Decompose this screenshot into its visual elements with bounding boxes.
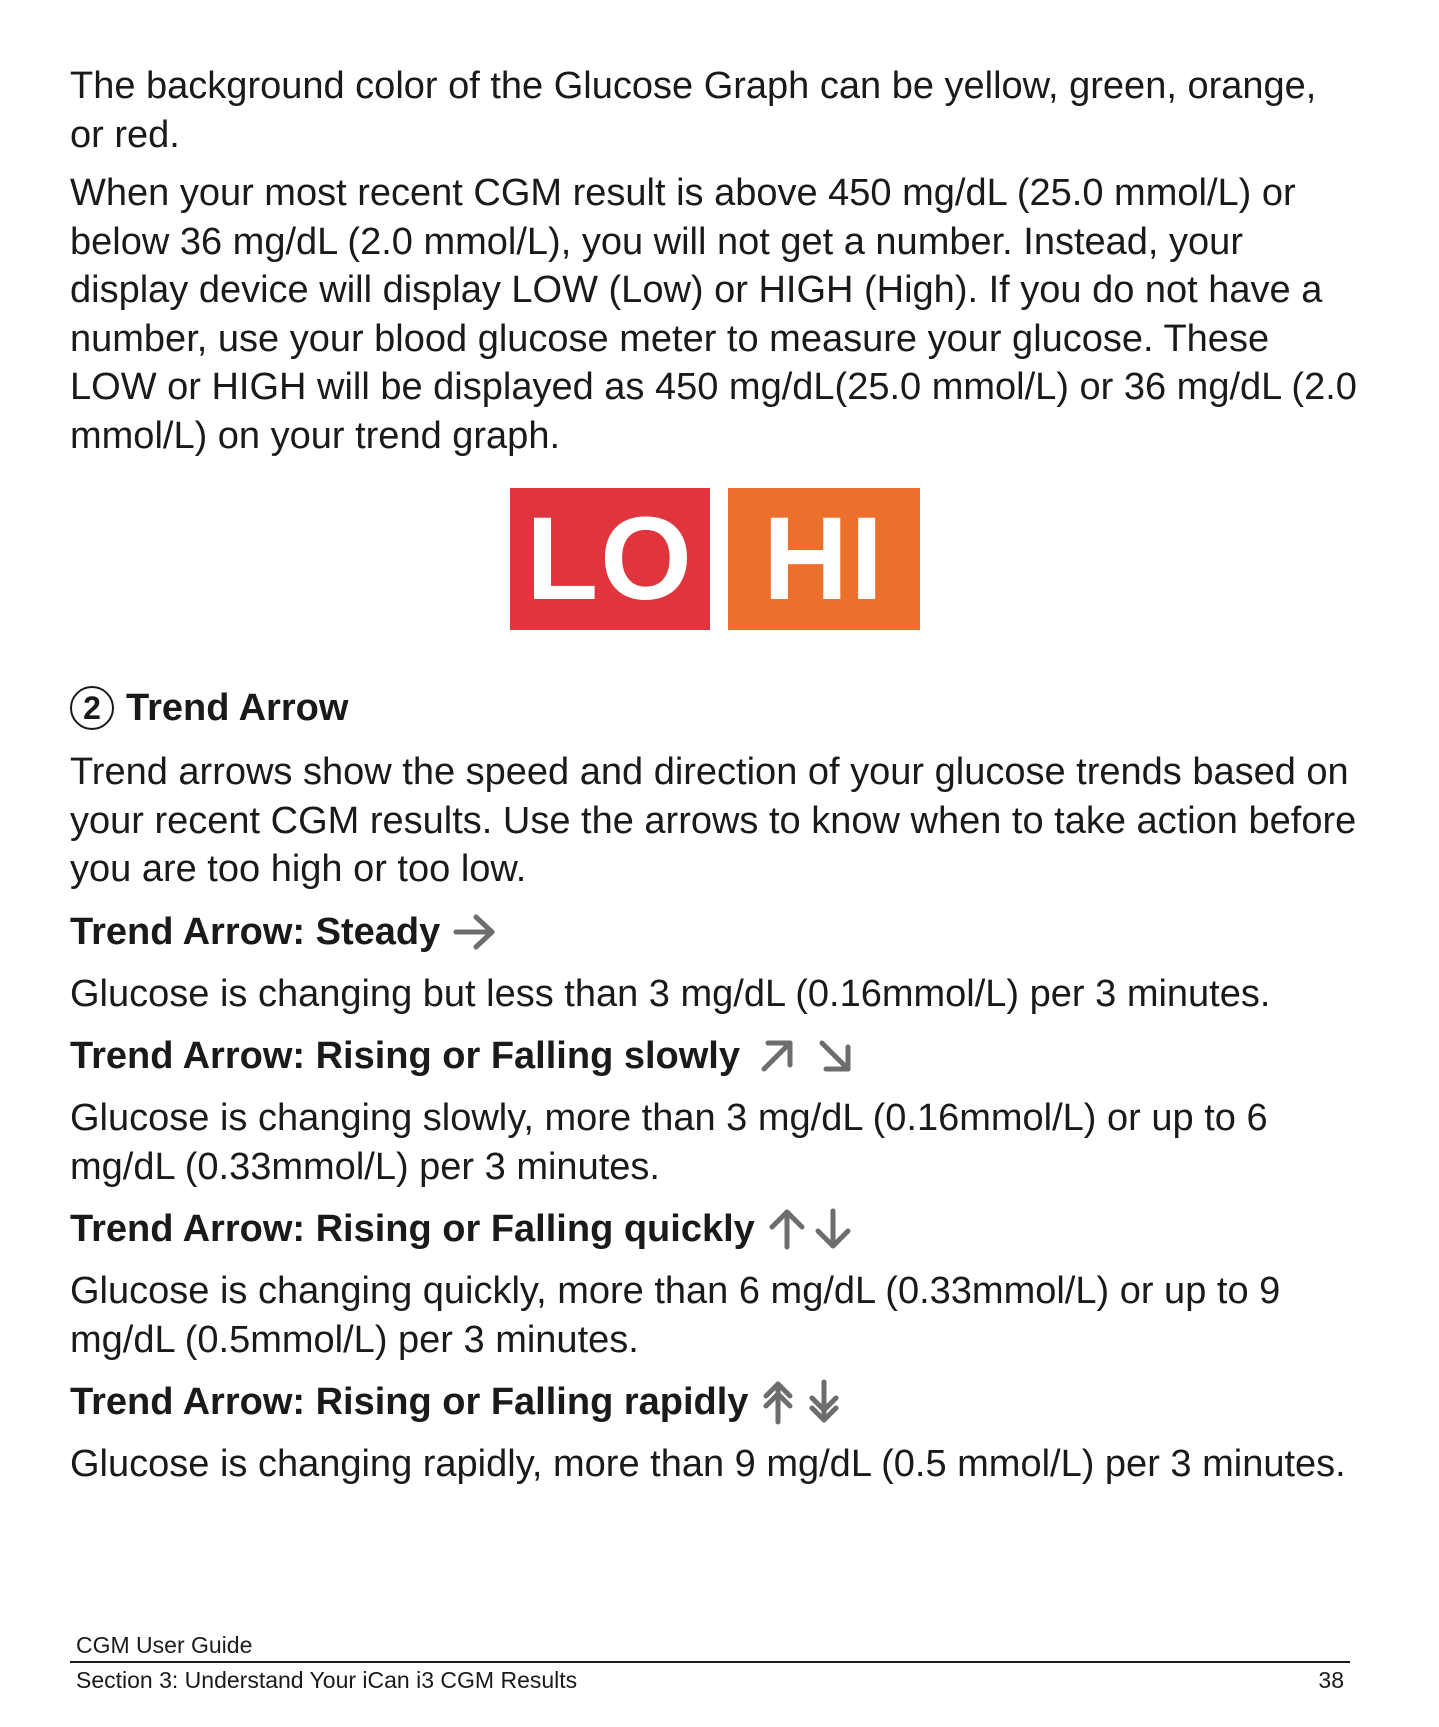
arrow-down-icon [813, 1207, 853, 1251]
trend-heading-rapidly [70, 1378, 1360, 1426]
trend-heading-label: Trend Arrow: Rising or Falling quickly [70, 1208, 755, 1250]
page-number: 38 [1318, 1667, 1344, 1693]
trend-heading-quickly [70, 1205, 1360, 1253]
footer [76, 1667, 1344, 1694]
intro-paragraph-2: When your most recent CGM result is above 450 mg/dL (25.0 mmol/L) or below 36 mg/dL (2.0 mmol/L), you will not get a number. Instead, your display device will display LOW (Low) or HIGH (High). If you do not have a number, use your blood glucose meter to measure your glucose. These LOW or HIGH will be displayed as 450 mg/dL(25.0 mmol/L) or 36 mg/dL (2.0 mmol/L) on your trend graph. [70, 172, 1357, 457]
trend-heading-label: Trend Arrow: Steady [70, 910, 441, 953]
arrow-up-icon [767, 1207, 807, 1251]
double-arrow-up-icon [760, 1378, 796, 1426]
footer-guide-title: CGM User Guide [76, 1632, 253, 1658]
section-number-badge: 2 [70, 686, 114, 730]
trend-heading-slowly [70, 1032, 1360, 1080]
trend-text-rapidly: Glucose is changing rapidly, more than 9 mg/dL (0.5 mmol/L) per 3 minutes. [70, 1443, 1346, 1485]
trend-text-slowly: Glucose is changing slowly, more than 3 mg/dL (0.16mmol/L) or up to 6 mg/dL (0.33mmol/L) per 3 minutes. [70, 1097, 1268, 1188]
section-heading [70, 686, 1360, 730]
trend-heading-label: Trend Arrow: Rising or Falling slowly [70, 1035, 740, 1077]
trend-heading-steady [70, 908, 1360, 956]
arrow-right-icon [452, 912, 498, 952]
trend-text-steady: Glucose is changing but less than 3 mg/dL (0.16mmol/L) per 3 minutes. [70, 972, 1271, 1015]
hi-badge: HI [728, 488, 920, 630]
intro-paragraph-1: The background color of the Glucose Graph can be yellow, green, orange, or red. [70, 65, 1317, 156]
double-arrow-down-icon [806, 1378, 842, 1426]
document-page [70, 62, 1360, 1499]
footer-section-title: Section 3: Understand Your iCan i3 CGM Results [76, 1667, 578, 1693]
arrow-down-right-icon [816, 1037, 856, 1075]
trend-heading-label: Trend Arrow: Rising or Falling rapidly [70, 1381, 749, 1423]
arrow-up-right-icon [758, 1037, 798, 1075]
lo-badge: LO [510, 488, 710, 630]
section-title: Trend Arrow [126, 686, 349, 729]
footer-divider [70, 1661, 1350, 1663]
lo-hi-badges [70, 488, 1360, 630]
section-intro: Trend arrows show the speed and direction of your glucose trends based on your recent CGM results. Use the arrows to know when to take action before you are too high or too low. [70, 751, 1357, 890]
trend-text-quickly: Glucose is changing quickly, more than 6 mg/dL (0.33mmol/L) or up to 9 mg/dL (0.5mmol/L) per 3 minutes. [70, 1270, 1281, 1361]
